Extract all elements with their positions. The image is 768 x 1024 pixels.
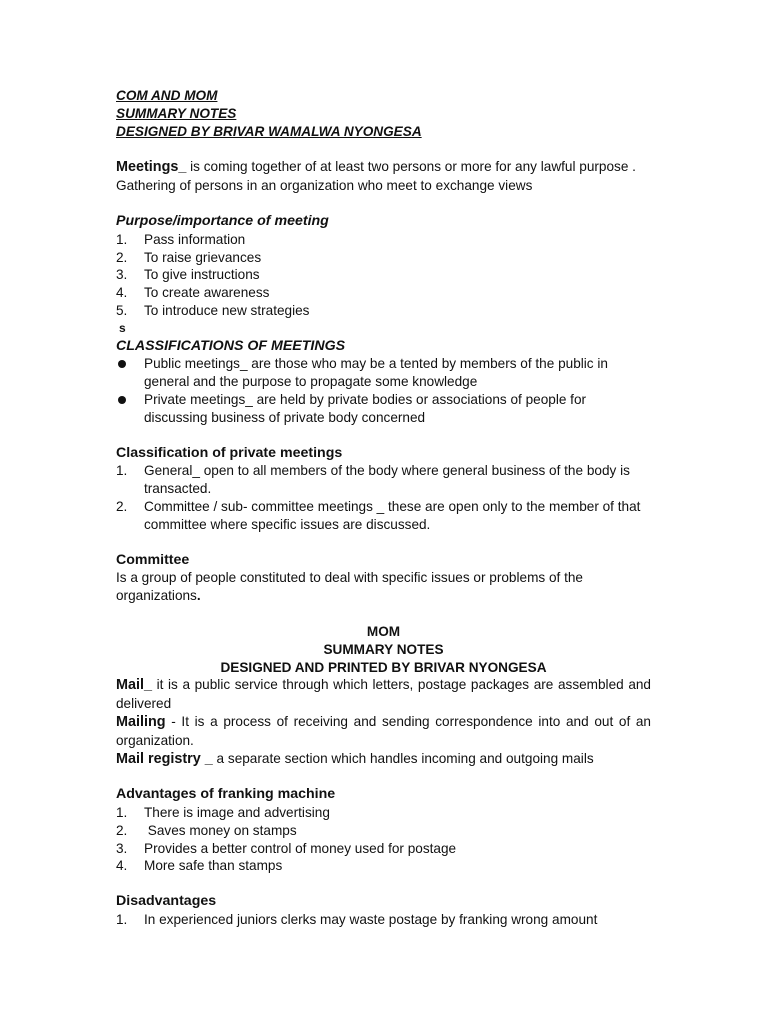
list-item bbox=[116, 911, 651, 929]
list-text: Committee / sub- committee meetings _ these are open only to the member of that committee where specific issues are discussed. bbox=[144, 498, 641, 532]
committee-period: . bbox=[196, 588, 201, 604]
meetings-definition bbox=[116, 158, 651, 195]
list-text: In experienced juniors clerks may waste postage by franking wrong amount bbox=[144, 912, 598, 928]
mail-text: it is a public service through which letters, postage packages are assembled and delivered bbox=[116, 677, 651, 712]
list-text: Saves money on stamps bbox=[144, 822, 297, 838]
list-number: 2. bbox=[116, 498, 128, 514]
purpose-heading: Purpose/importance of meeting bbox=[116, 212, 329, 229]
advantages-heading: Advantages of franking machine bbox=[116, 786, 336, 803]
list-text: Pass information bbox=[144, 231, 246, 247]
list-item bbox=[116, 498, 651, 534]
list-number: 3. bbox=[116, 840, 128, 856]
list-text: To introduce new strategies bbox=[144, 302, 310, 318]
bullet-icon bbox=[118, 396, 126, 404]
list-item bbox=[116, 462, 651, 498]
advantages-list bbox=[116, 804, 651, 875]
list-text: To raise grievances bbox=[144, 249, 262, 265]
list-number: 2. bbox=[116, 822, 128, 838]
list-number: 4. bbox=[116, 285, 128, 301]
list-item bbox=[116, 804, 651, 822]
classifications-list bbox=[116, 355, 651, 426]
list-item bbox=[116, 284, 651, 302]
mail-registry-term: Mail registry _ bbox=[116, 750, 213, 767]
list-number: 1. bbox=[116, 912, 128, 928]
list-item bbox=[116, 231, 651, 249]
list-number: 3. bbox=[116, 267, 128, 283]
private-meetings-list bbox=[116, 462, 651, 533]
mom-author: DESIGNED AND PRINTED BY BRIVAR NYONGESA bbox=[220, 659, 547, 675]
disadvantages-list bbox=[116, 911, 651, 929]
meetings-term: Meetings_ bbox=[116, 159, 187, 176]
purpose-list bbox=[116, 231, 651, 320]
meetings-text: is coming together of at least two persons or more for any lawful purpose . Gathering of persons in an organization who meet to exchange views bbox=[116, 159, 636, 194]
private-meetings-heading: Classification of private meetings bbox=[116, 444, 343, 461]
doc-title: COM AND MOM bbox=[116, 88, 218, 103]
committee-heading: Committee bbox=[116, 551, 190, 568]
list-text: More safe than stamps bbox=[144, 858, 283, 874]
list-text: Provides a better control of money used for postage bbox=[144, 840, 457, 856]
doc-subtitle: SUMMARY NOTES bbox=[116, 105, 237, 121]
classifications-heading: CLASSIFICATIONS OF MEETINGS bbox=[116, 337, 346, 354]
list-number: 4. bbox=[116, 858, 128, 874]
list-number: 1. bbox=[116, 805, 128, 821]
bullet-icon bbox=[118, 360, 126, 368]
list-number: 1. bbox=[116, 463, 128, 479]
list-item bbox=[116, 355, 651, 391]
list-number: 5. bbox=[116, 302, 128, 318]
list-item bbox=[116, 840, 651, 858]
list-text: To create awareness bbox=[144, 285, 270, 301]
list-number: 2. bbox=[116, 249, 128, 265]
list-item bbox=[116, 302, 651, 320]
list-item bbox=[116, 391, 651, 427]
mom-title: MOM bbox=[366, 623, 401, 639]
disadvantages-heading: Disadvantages bbox=[116, 893, 217, 910]
document-body bbox=[116, 87, 651, 929]
mail-registry-text: a separate section which handles incoming and outgoing mails bbox=[212, 750, 594, 766]
list-text: General_ open to all members of the body where general business of the body is transacted. bbox=[144, 463, 630, 497]
committee-definition bbox=[116, 569, 651, 605]
list-item bbox=[116, 266, 651, 284]
list-item bbox=[116, 857, 651, 875]
list-number: 1. bbox=[116, 231, 128, 247]
mom-subtitle: SUMMARY NOTES bbox=[323, 641, 444, 657]
stray-character: s bbox=[119, 320, 126, 335]
mail-definition bbox=[116, 676, 651, 713]
doc-author: DESIGNED BY BRIVAR WAMALWA NYONGESA bbox=[116, 123, 422, 139]
mailing-term: Mailing bbox=[116, 713, 166, 730]
list-text: To give instructions bbox=[144, 267, 260, 283]
committee-text: Is a group of people constituted to deal with specific issues or problems of the organizations bbox=[116, 570, 583, 604]
mailing-text: - It is a process of receiving and sending correspondence into and out of an organization. bbox=[116, 713, 651, 748]
mailing-definition bbox=[116, 713, 651, 750]
list-item bbox=[116, 822, 651, 840]
list-text: Private meetings_ are held by private bodies or associations of people for discussing business of private body concerned bbox=[144, 391, 587, 425]
list-text: There is image and advertising bbox=[144, 805, 330, 821]
mail-term: Mail_ bbox=[116, 677, 152, 694]
mail-registry-definition bbox=[116, 750, 651, 769]
list-text: Public meetings_ are those who may be a tented by members of the public in general and the purpose to propagate some knowledge bbox=[144, 356, 608, 390]
list-item bbox=[116, 249, 651, 267]
